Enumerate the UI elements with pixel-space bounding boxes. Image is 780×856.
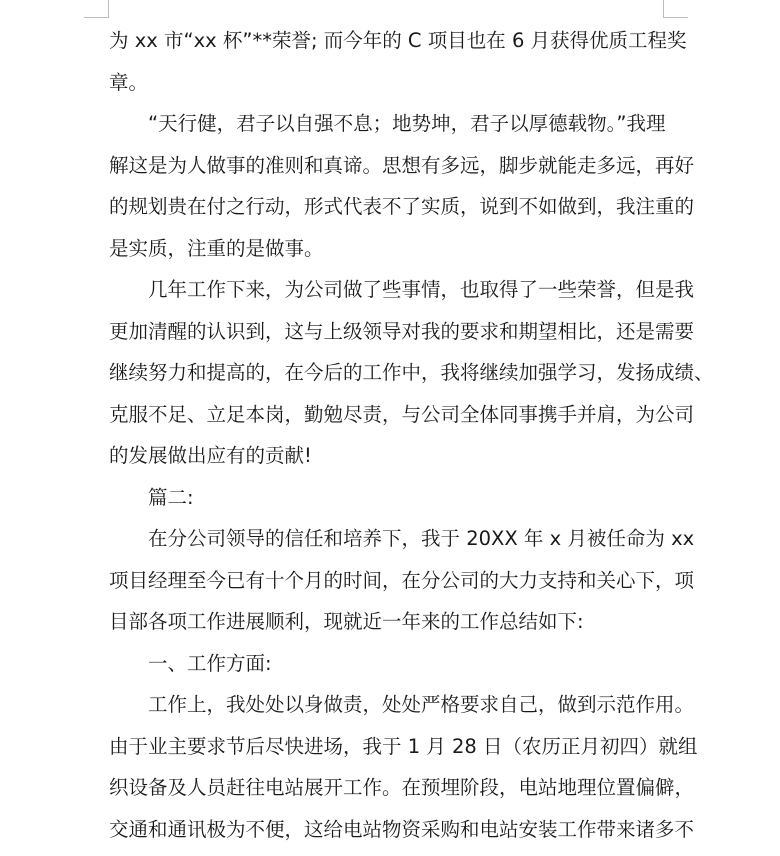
text-line-19: 织设备及人员赶往电站展开工作。在预埋阶段，电站地理位置偏僻， <box>109 776 695 799</box>
text-line-9: 继续努力和提高的，在今后的工作中，我将继续加强学习，发扬成绩、 <box>109 361 714 384</box>
crop-mark-top-right <box>663 0 688 18</box>
text-line-8: 更加清醒的认识到，这与上级领导对我的要求和期望相比，还是需要 <box>109 319 695 343</box>
text-line-3: “天行健，君子以自强不息；地势坤，君子以厚德载物。”我理 <box>148 112 666 135</box>
section-heading-work: 一、工作方面: <box>148 651 272 675</box>
text-line-10: 克服不足、立足本岗，勤勉尽责，与公司全体同事携手并肩，为公司 <box>109 402 695 426</box>
text-line-5: 的规划贵在付之行动，形式代表不了实质，说到不如做到，我注重的 <box>109 195 695 218</box>
text-line-17: 工作上，我处处以身做责，处处严格要求自己，做到示范作用。 <box>148 693 695 716</box>
text-line-20: 交通和通讯极为不便，这给电站物资采购和电站安装工作带来诸多不 <box>109 817 695 841</box>
document-body <box>109 20 714 850</box>
text-line-11: 的发展做出应有的贡献! <box>109 444 312 467</box>
text-line-13: 在分公司领导的信任和培养下，我于 20XX 年 x 月被任命为 xx <box>148 527 695 550</box>
text-line-14: 项目经理至今已有十个月的时间，在分公司的大力支持和关心下，项 <box>109 568 695 592</box>
text-line-2: 章。 <box>109 70 149 94</box>
text-line-15: 目部各项工作进展顺利，现就近一年来的工作总结如下: <box>109 610 584 633</box>
section-heading-part-two: 篇二: <box>148 485 194 509</box>
text-line-6: 是实质，注重的是做事。 <box>109 236 324 260</box>
text-line-1: 为 xx 市“xx 杯”**荣誉; 而今年的 C 项目也在 6 月获得优质工程奖 <box>109 29 687 52</box>
text-line-18: 由于业主要求节后尽快进场，我于 1 月 28 日（农历正月初四）就组 <box>109 734 698 758</box>
text-line-4: 解这是为人做事的准则和真谛。思想有多远，脚步就能走多远，再好 <box>109 153 695 177</box>
crop-mark-top-left <box>84 0 109 18</box>
text-line-7: 几年工作下来，为公司做了些事情，也取得了一些荣誉，但是我 <box>148 278 695 301</box>
